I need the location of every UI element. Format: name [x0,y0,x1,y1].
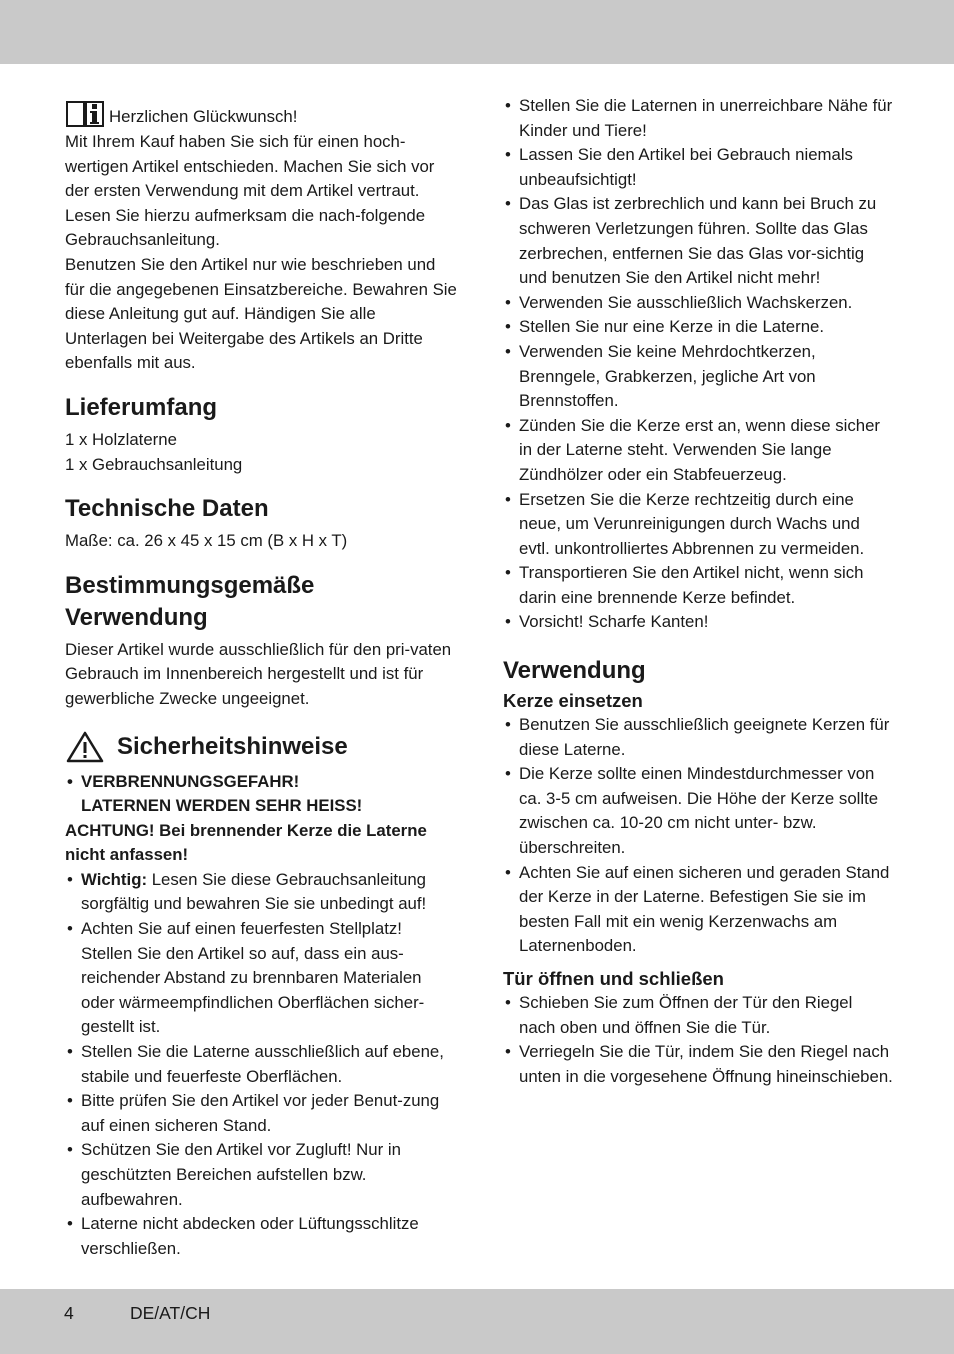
list-item [65,868,457,917]
dimensions-text: Maße: ca. 26 x 45 x 15 cm (B x H x T) [65,531,348,551]
list-item: • Stellen Sie die Laternen in unerreichbare Nähe für Kinder und Tiere! [503,94,893,143]
safety-list-right [503,94,893,635]
list-item: • Verwenden Sie ausschließlich Wachskerzen. [503,291,893,316]
wichtig-label: Wichtig: [81,869,148,889]
list-item: • Schützen Sie den Artikel vor Zugluft! Nur in geschützten Bereichen aufstellen bzw. aufbewahren. [65,1138,457,1212]
heading-verwendung: Verwendung [503,657,646,685]
list-item: • Ersetzen Sie die Kerze rechtzeitig durch eine neue, um Verunreinigungen durch Wachs und evtl. unkontrolliertes Abbrennen zu vermeiden. [503,488,893,562]
page-number: 4 [64,1303,74,1323]
greeting: Herzlichen Glückwunsch! [109,107,298,127]
bestimmung-text: Dieser Artikel wurde ausschließlich für den pri-vaten Gebrauch im Innenbereich hergestellt und ist für gewerbliche Zwecke ungeeignet. [65,639,452,708]
right-column [503,94,893,1089]
list-item: • Stellen Sie die Laterne ausschließlich auf ebene, stabile und feuerfeste Oberflächen. [65,1040,457,1089]
list-item: • Verriegeln Sie die Tür, indem Sie den Riegel nach unten in die vorgesehene Öffnung hineinschieben. [503,1040,893,1089]
intro-paragraph-1: Mit Ihrem Kauf haben Sie sich für einen hoch-wertigen Artikel entschieden. Machen Sie sich vor der ersten Verwendung mit dem Artikel vertraut. Lesen Sie hierzu aufmerksam die nach-folgende Gebrauchsanleitung. [65,132,435,250]
heading-sicherheit: Sicherheitshinweise [117,732,348,760]
heading-lieferumfang: Lieferumfang [65,393,218,421]
list-item: • Achten Sie auf einen sicheren und geraden Stand der Kerze in der Laterne. Befestigen Sie sie im besten Fall mit ein wenig Kerzenwachs am Laternenboden. [503,861,893,959]
section-verwendung [503,655,893,1089]
heading-bestimmung [65,570,457,634]
list-item: • Achten Sie auf einen feuerfesten Stellplatz! Stellen Sie den Artikel so auf, dass ein aus-reichender Abstand zu brennbaren Materialen oder wärmeempfindlichen Oberflächen sicher-gestellt ist. [65,917,457,1040]
list-item: • Bitte prüfen Sie den Artikel vor jeder Benut-zung auf einen sicheren Stand. [65,1089,457,1138]
list-item: • Stellen Sie nur eine Kerze in die Laterne. [503,315,893,340]
list-item: • Lassen Sie den Artikel bei Gebrauch niemals unbeaufsichtigt! [503,143,893,192]
kerze-list [503,713,893,959]
list-item [65,770,457,819]
heading-tuer: Tür öffnen und schließen [503,968,724,989]
heading-technische-daten: Technische Daten [65,495,269,523]
warning-line-1: VERBRENNUNGSGEFAHR! [81,771,300,791]
list-item: • Das Glas ist zerbrechlich und kann bei Bruch zu schweren Verletzungen führen. Sollte das Glas zerbrechen, entfernen Sie das Glas vor-sichtig und benutzen Sie den Artikel nicht mehr! [503,192,893,290]
section-bestimmung [65,570,457,712]
book-info-icon [65,98,105,128]
delivery-item: 1 x Gebrauchsanleitung [65,454,243,474]
delivery-item: 1 x Holzlaterne [65,429,177,449]
list-item: • Vorsicht! Scharfe Kanten! [503,610,893,635]
left-column [65,94,457,1261]
intro-paragraph-2: Benutzen Sie den Artikel nur wie beschrieben und für die angegebenen Einsatzbereiche. Bewahren Sie diese Anleitung gut auf. Händigen Sie alle Unterlagen bei Weitergabe des Artikels an Dritte ebenfalls mit aus. [65,254,457,373]
wichtig-text: Lesen Sie diese Gebrauchsanleitung sorgfältig und bewahren Sie sie unbedingt auf! [81,869,427,914]
list-item: • Die Kerze sollte einen Mindestdurchmesser von ca. 3-5 cm aufweisen. Die Höhe der Kerze sollte zwischen ca. 10-20 cm nicht unter- bzw. überschreiten. [503,762,893,860]
list-item: • Verwenden Sie keine Mehrdochtkerzen, Brenngele, Grabkerzen, jegliche Art von Brennstoffen. [503,340,893,414]
warning-triangle-icon [65,730,105,764]
tuer-list [503,991,893,1089]
section-lieferumfang [65,392,457,477]
heading-kerze-einsetzen: Kerze einsetzen [503,690,643,712]
header-bar [0,0,954,64]
list-item: • Transportieren Sie den Artikel nicht, wenn sich darin eine brennende Kerze befindet. [503,561,893,610]
list-item: • Laterne nicht abdecken oder Lüftungsschlitze verschließen. [65,1212,457,1261]
region-label: DE/AT/CH [130,1303,211,1323]
safety-list [65,770,457,819]
list-item: • Benutzen Sie ausschließlich geeignete Kerzen für diese Laterne. [503,713,893,762]
safety-list-continued [65,868,457,1262]
warning-line-2: LATERNEN WERDEN SEHR HEISS! [81,796,363,816]
intro-greeting-line [65,98,457,130]
heading-bestimmung-line2: Verwendung [65,603,208,631]
heading-bestimmung-line1: Bestimmungsgemäße [65,571,315,599]
caution-text: ACHTUNG! Bei brennender Kerze die Laterne nicht anfassen! [65,820,427,865]
list-item: • Schieben Sie zum Öffnen der Tür den Riegel nach oben und öffnen Sie die Tür. [503,991,893,1040]
section-technische-daten [65,493,457,554]
list-item: • Zünden Sie die Kerze erst an, wenn diese sicher in der Laterne steht. Verwenden Sie lange Zündhölzer oder ein Stabfeuerzeug. [503,414,893,488]
safety-heading-row [65,730,457,764]
